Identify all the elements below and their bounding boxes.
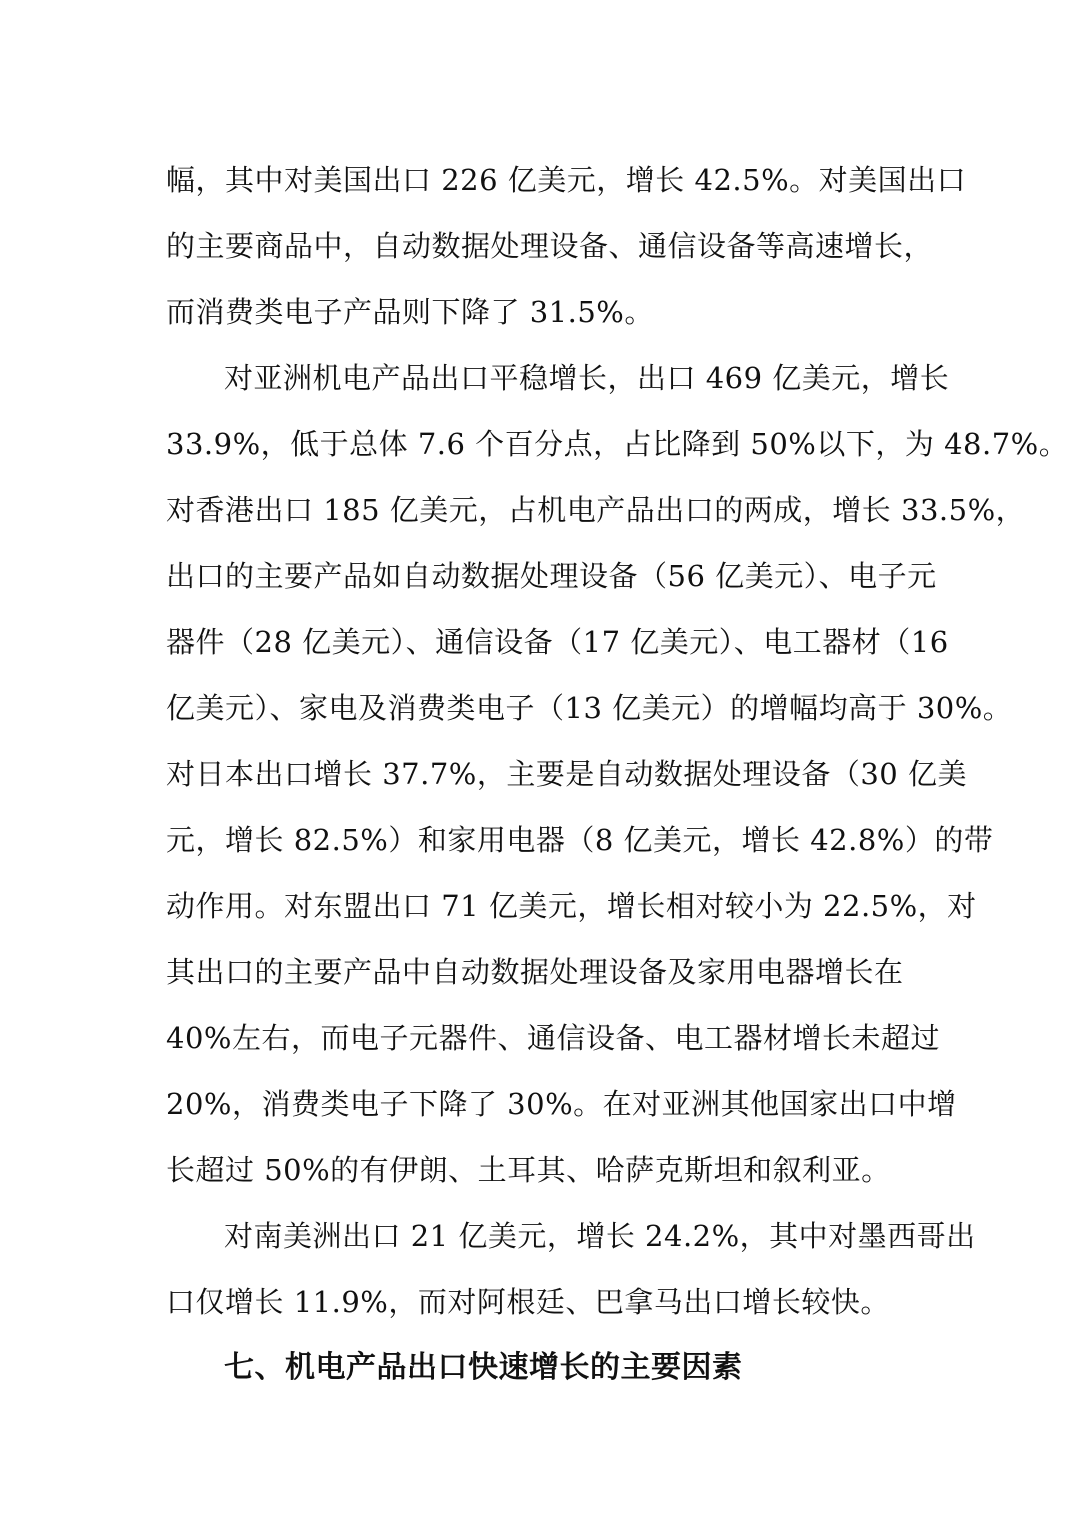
paragraph-3-line-1: 对南美洲出口 21 亿美元，增长 24.2%，其中对墨西哥出 bbox=[224, 1219, 976, 1253]
paragraph-2-line-8: 元，增长 82.5%）和家用电器（8 亿美元，增长 42.8%）的带 bbox=[166, 823, 994, 857]
paragraph-2-line-11: 40%左右，而电子元器件、通信设备、电工器材增长未超过 bbox=[166, 1021, 940, 1055]
paragraph-2-line-2: 33.9%，低于总体 7.6 个百分点，占比降到 50%以下，为 48.7%。 bbox=[166, 427, 1069, 461]
paragraph-1-line-2: 的主要商品中，自动数据处理设备、通信设备等高速增长， bbox=[166, 229, 934, 263]
section-heading: 七、机电产品出口快速增长的主要因素 bbox=[224, 1350, 743, 1385]
paragraph-2-line-5: 器件（28 亿美元）、通信设备（17 亿美元）、电工器材（16 bbox=[166, 625, 949, 659]
paragraph-2-line-7: 对日本出口增长 37.7%，主要是自动数据处理设备（30 亿美 bbox=[166, 757, 967, 791]
paragraph-2-line-1: 对亚洲机电产品出口平稳增长，出口 469 亿美元，增长 bbox=[224, 361, 950, 395]
paragraph-1-line-3: 而消费类电子产品则下降了 31.5%。 bbox=[166, 295, 654, 329]
paragraph-2-line-13: 长超过 50%的有伊朗、土耳其、哈萨克斯坦和叙利亚。 bbox=[166, 1153, 891, 1187]
paragraph-2-line-4: 出口的主要产品如自动数据处理设备（56 亿美元）、电子元 bbox=[166, 559, 937, 593]
paragraph-2-line-12: 20%，消费类电子下降了 30%。在对亚洲其他国家出口中增 bbox=[166, 1087, 957, 1121]
paragraph-3-line-2: 口仅增长 11.9%，而对阿根廷、巴拿马出口增长较快。 bbox=[166, 1285, 890, 1319]
paragraph-2-line-6: 亿美元）、家电及消费类电子（13 亿美元）的增幅均高于 30%。 bbox=[166, 691, 1013, 725]
paragraph-1-line-1: 幅，其中对美国出口 226 亿美元，增长 42.5%。对美国出口 bbox=[166, 163, 967, 197]
paragraph-2-line-10: 其出口的主要产品中自动数据处理设备及家用电器增长在 bbox=[166, 955, 904, 989]
paragraph-2-line-3: 对香港出口 185 亿美元，占机电产品出口的两成，增长 33.5%， bbox=[166, 493, 1026, 527]
paragraph-2-line-9: 动作用。对东盟出口 71 亿美元，增长相对较小为 22.5%，对 bbox=[166, 889, 977, 923]
